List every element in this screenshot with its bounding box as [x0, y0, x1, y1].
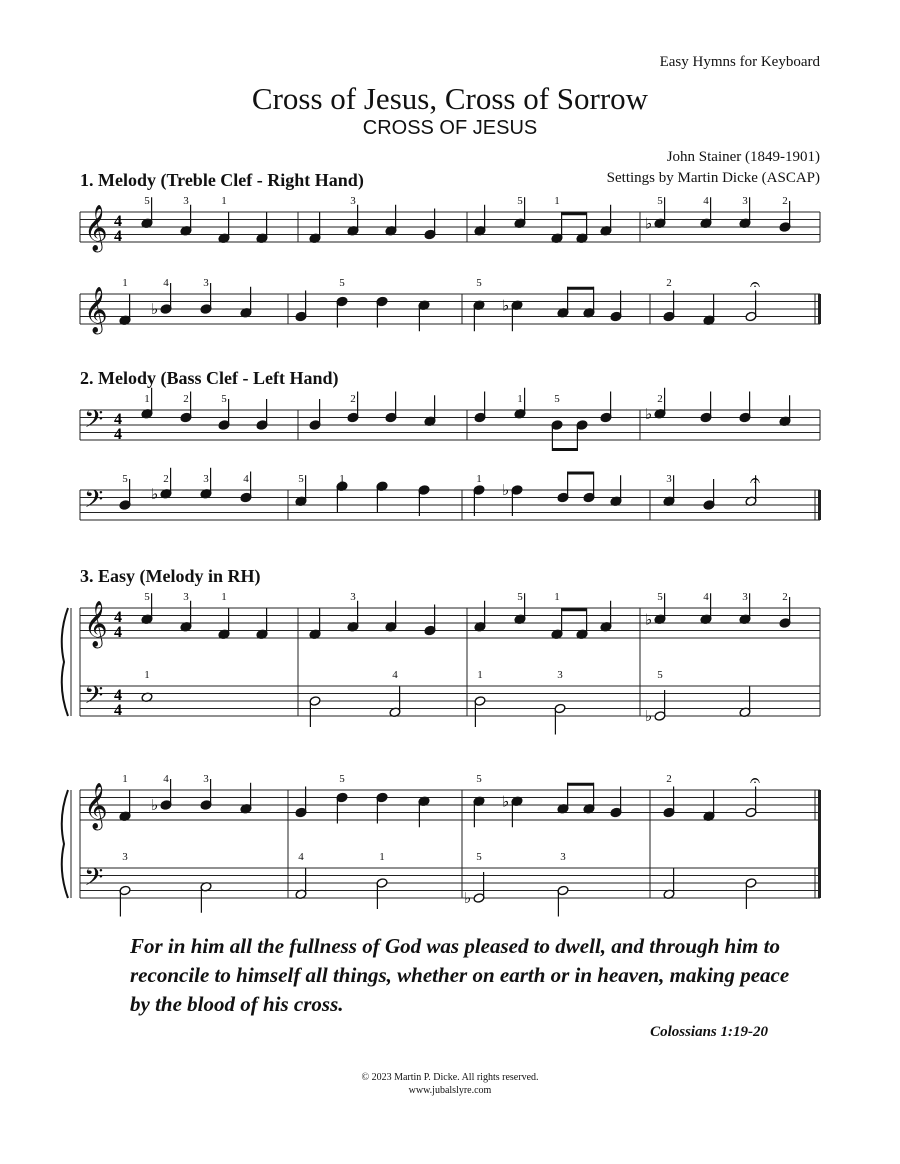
fingering-number: 1: [122, 277, 128, 289]
flat-sign-icon: ♭: [645, 709, 653, 725]
fingering-number: 5: [144, 195, 150, 207]
fingering-number: 2: [666, 773, 672, 785]
fingering-number: 5: [144, 591, 150, 603]
flat-sign-icon: ♭: [502, 794, 510, 811]
fingering-number: 1: [144, 393, 150, 405]
fingering-number: 3: [742, 195, 748, 207]
fingering-number: 2: [163, 473, 169, 485]
final-barline-thick: [818, 820, 821, 868]
website-link[interactable]: www.jubalslyre.com: [408, 1085, 492, 1096]
fingering-number: 1: [221, 195, 227, 207]
flat-sign-icon: ♭: [151, 302, 159, 318]
time-signature-bottom: 4: [114, 702, 122, 719]
fingering-number: 5: [476, 277, 482, 289]
treble-clef-icon: 𝄞: [84, 205, 108, 250]
fermata-icon: 𝄐: [749, 770, 761, 790]
fingering-number: 1: [379, 851, 385, 863]
fingering-number: 5: [122, 473, 128, 485]
fingering-number: 3: [203, 277, 209, 289]
time-signature-bottom: 4: [114, 426, 122, 443]
fingering-number: 1: [144, 669, 150, 681]
composer-credit: John Stainer (1849-1901): [666, 149, 820, 165]
fingering-number: 5: [517, 591, 523, 603]
time-signature-top: 4: [114, 687, 122, 704]
fingering-number: 1: [122, 773, 128, 785]
treble-clef-icon: 𝄞: [84, 783, 108, 828]
fingering-number: 5: [221, 393, 227, 405]
flat-sign-icon: ♭: [645, 612, 653, 629]
treble-staff-system-1: [80, 195, 820, 253]
easy-grand-staff-system-1: [62, 591, 820, 735]
flat-sign-icon: ♭: [502, 483, 510, 499]
flat-sign-icon: ♭: [464, 891, 472, 907]
fingering-number: 5: [657, 195, 663, 207]
note-beam: [552, 448, 577, 451]
flat-sign-icon: ♭: [645, 406, 653, 423]
fingering-number: 3: [122, 851, 128, 863]
fingering-number: 3: [203, 473, 209, 485]
bass-clef-icon: 𝄢: [84, 486, 104, 519]
bass-clef-icon: 𝄢: [84, 864, 104, 897]
easy-grand-staff-system-2: [62, 770, 821, 917]
note-beam: [561, 608, 586, 611]
fingering-number: 3: [560, 851, 566, 863]
scripture-quote: For in him all the fullness of God was pleased to dwell, and through him to reconcile to himself all things, whether on earth or in heaven, making peace by the blood of his cross.: [130, 934, 790, 1016]
note-beam: [561, 212, 586, 215]
fingering-number: 5: [517, 195, 523, 207]
fingering-number: 3: [350, 195, 356, 207]
brace-icon: [62, 790, 68, 898]
fingering-number: 4: [703, 195, 709, 207]
fingering-number: 3: [742, 591, 748, 603]
fingering-number: 3: [183, 195, 189, 207]
note-beam: [567, 783, 594, 786]
tune-name: CROSS OF JESUS: [362, 117, 538, 139]
bass-staff-system-2: [80, 468, 821, 520]
time-signature-bottom: 4: [114, 228, 122, 245]
flat-sign-icon: ♭: [645, 216, 653, 233]
fermata-icon: 𝄐: [749, 470, 761, 490]
section-heading-melody-bass: 2. Melody (Bass Clef - Left Hand): [80, 368, 339, 388]
fingering-number: 2: [666, 277, 672, 289]
time-signature-top: 4: [114, 213, 122, 230]
fingering-number: 4: [298, 851, 304, 863]
fingering-number: 3: [203, 773, 209, 785]
fingering-number: 5: [657, 669, 663, 681]
section-heading-easy: 3. Easy (Melody in RH): [80, 566, 261, 586]
fingering-number: 5: [554, 393, 560, 405]
final-barline-thick: [818, 790, 821, 820]
fingering-number: 4: [392, 669, 398, 681]
bass-staff-system-1: [80, 388, 820, 451]
fingering-number: 1: [476, 473, 482, 485]
fingering-number: 3: [183, 591, 189, 603]
scripture-reference: Colossians 1:19-20: [650, 1024, 768, 1040]
bass-clef-icon: 𝄢: [84, 406, 104, 439]
section-heading-melody-treble: 1. Melody (Treble Clef - Right Hand): [80, 170, 364, 190]
collection-title: Easy Hymns for Keyboard: [659, 54, 820, 70]
fingering-number: 3: [350, 591, 356, 603]
fingering-number: 5: [657, 591, 663, 603]
fingering-number: 1: [221, 591, 227, 603]
fingering-number: 3: [666, 473, 672, 485]
fingering-number: 2: [782, 591, 788, 603]
fingering-number: 5: [476, 851, 482, 863]
final-barline-thick: [818, 490, 821, 520]
fingering-number: 1: [517, 393, 523, 405]
time-signature-top: 4: [114, 411, 122, 428]
final-barline-thick: [818, 294, 821, 324]
treble-clef-icon: 𝄞: [84, 601, 108, 646]
fingering-number: 2: [183, 393, 189, 405]
fingering-number: 2: [350, 393, 356, 405]
fingering-number: 1: [339, 473, 345, 485]
fingering-number: 3: [557, 669, 563, 681]
fingering-number: 1: [554, 591, 560, 603]
arranger-credit: Settings by Martin Dicke (ASCAP): [606, 170, 820, 186]
fingering-number: 4: [703, 591, 709, 603]
fermata-icon: 𝄐: [749, 274, 761, 294]
brace-icon: [62, 608, 68, 716]
fingering-number: 5: [476, 773, 482, 785]
treble-clef-icon: 𝄞: [84, 287, 108, 332]
hymn-title: Cross of Jesus, Cross of Sorrow: [251, 81, 649, 116]
fingering-number: 5: [298, 473, 304, 485]
fingering-number: 1: [477, 669, 483, 681]
note-beam: [567, 287, 594, 290]
flat-sign-icon: ♭: [151, 486, 159, 503]
time-signature-bottom: 4: [114, 624, 122, 641]
fingering-number: 4: [163, 277, 169, 289]
fingering-number: 2: [782, 195, 788, 207]
flat-sign-icon: ♭: [502, 298, 510, 315]
flat-sign-icon: ♭: [151, 798, 159, 814]
bass-clef-icon: 𝄢: [84, 682, 104, 715]
fingering-number: 5: [339, 277, 345, 289]
copyright-notice: © 2023 Martin P. Dicke. All rights reserved.: [361, 1072, 539, 1083]
fingering-number: 2: [657, 393, 663, 405]
fingering-number: 4: [163, 773, 169, 785]
fingering-number: 5: [339, 773, 345, 785]
final-barline-thick: [818, 868, 821, 898]
fingering-number: 1: [554, 195, 560, 207]
note-beam: [567, 472, 594, 475]
fingering-number: 4: [243, 473, 249, 485]
treble-staff-system-2: [80, 274, 821, 335]
time-signature-top: 4: [114, 609, 122, 626]
